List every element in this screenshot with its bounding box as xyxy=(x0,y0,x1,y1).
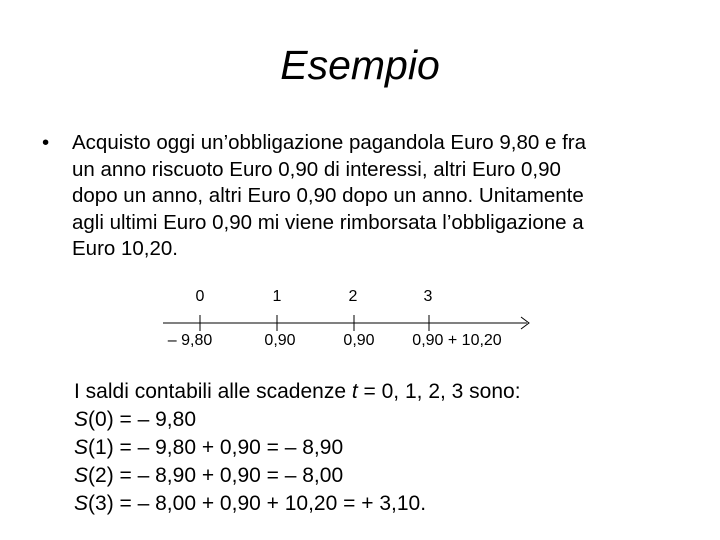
balance-expression: (1) = – 9,80 + 0,90 = – 8,90 xyxy=(88,436,344,459)
intro-text-end: = 0, 1, 2, 3 sono: xyxy=(357,380,521,403)
balance-row xyxy=(74,406,521,434)
flow-label: – 9,80 xyxy=(167,332,213,349)
balance-function: S xyxy=(74,436,89,459)
balance-row xyxy=(74,462,521,490)
bullet-line: dopo un anno, altri Euro 0,90 dopo un anno. Unitamente xyxy=(72,184,584,207)
time-label: 2 xyxy=(348,288,358,305)
balance-function: S xyxy=(74,464,89,487)
balance-function: S xyxy=(74,408,89,431)
time-label: 3 xyxy=(423,288,433,305)
slide-title: Esempio xyxy=(280,42,440,88)
balance-row xyxy=(74,434,521,462)
intro-text: I saldi contabili alle scadenze xyxy=(74,380,352,403)
bullet-line: Acquisto oggi un’obbligazione pagandola Euro 9,80 e fra xyxy=(72,131,587,154)
flow-label: 0,90 + 10,20 xyxy=(412,332,502,349)
bullet-line: agli ultimi Euro 0,90 mi viene rimborsata l’obbligazione a xyxy=(72,210,584,234)
balance-expression: (2) = – 8,90 + 0,90 = – 8,00 xyxy=(88,464,344,487)
bullet-line: un anno riscuoto Euro 0,90 di interessi, altri Euro 0,90 xyxy=(72,157,561,181)
flow-label: 0,90 xyxy=(343,332,375,349)
bullet-line: Euro 10,20. xyxy=(72,237,178,260)
time-label: 0 xyxy=(195,288,205,305)
bullet-dot-icon: • xyxy=(42,131,50,154)
time-label: 1 xyxy=(272,288,282,305)
balances-block xyxy=(74,378,521,518)
balance-expression: (0) = – 9,80 xyxy=(88,408,196,431)
flow-label: 0,90 xyxy=(264,332,296,349)
balances-intro xyxy=(74,378,521,406)
balance-expression: (3) = – 8,00 + 0,90 + 10,20 = + 3,10. xyxy=(88,492,427,515)
balance-row xyxy=(74,490,521,518)
intro-variable: t xyxy=(351,380,358,403)
balance-function: S xyxy=(74,492,89,515)
